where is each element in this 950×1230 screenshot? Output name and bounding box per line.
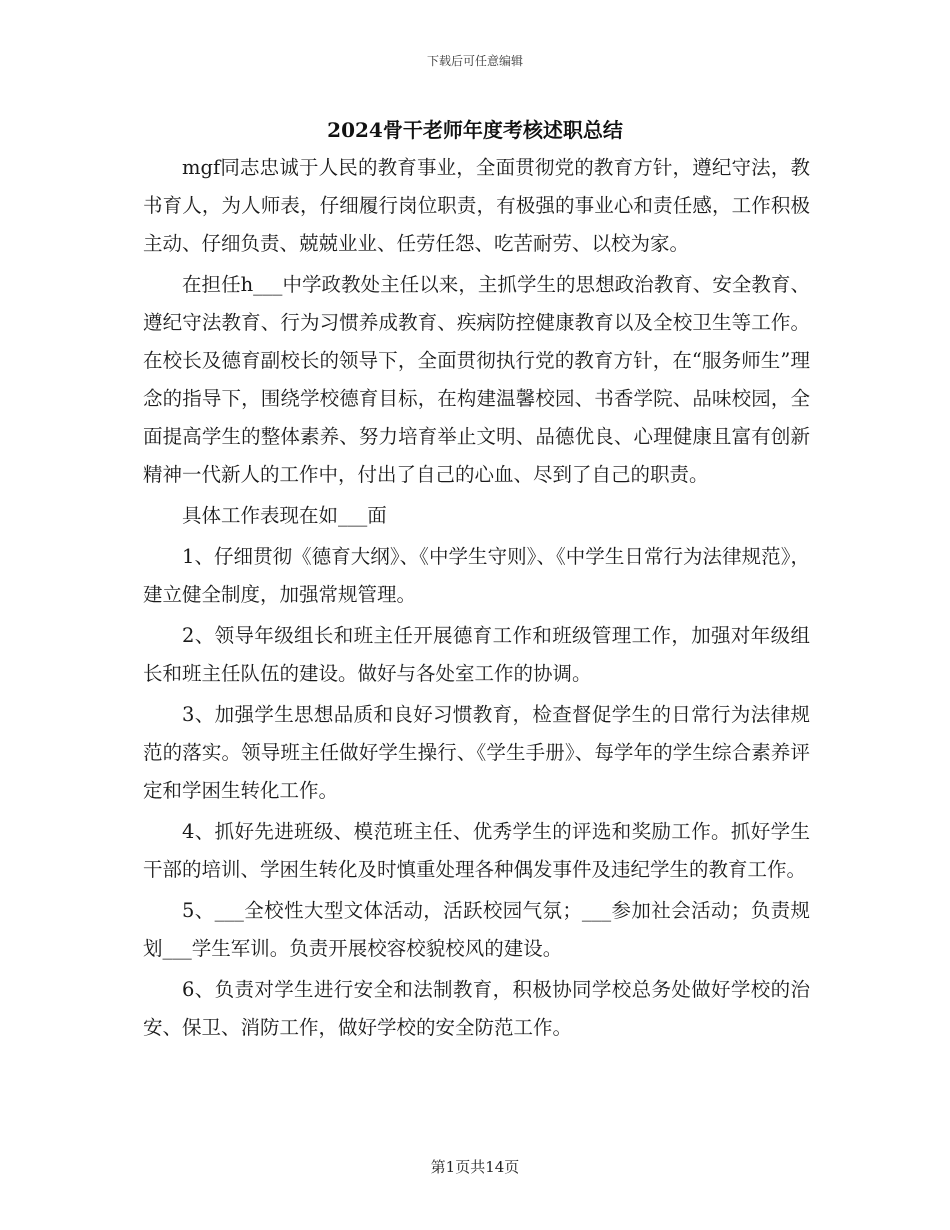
document-title: 2024骨干老师年度考核述职总结 — [327, 118, 623, 142]
paragraph: 2、领导年级组长和班主任开展德育工作和班级管理工作，加强对年级组长和班主任队伍的建设。做好与各处室工作的协调。 — [143, 624, 810, 685]
page-number: 第1页共14页 — [430, 1158, 520, 1176]
paragraph: 1、仔细贯彻《德育大纲》、《中学生守则》、《中学生日常行为法律规范》，建立健全制度，加强常规管理。 — [143, 545, 810, 606]
paragraph: 3、加强学生思想品质和良好习惯教育，检查督促学生的日常行为法律规范的落实。领导班主任做好学生操行、《学生手册》、每学年的学生综合素养评定和学困生转化工作。 — [143, 703, 810, 802]
paragraph: mgf同志忠诚于人民的教育事业，全面贯彻党的教育方针，遵纪守法，教书育人，为人师表，仔细履行岗位职责，有极强的事业心和责任感，工作积极主动、仔细负责、兢兢业业、任劳任怨、吃苦耐劳、以校为家。 — [143, 156, 810, 255]
paragraph: 5、___全校性大型文体活动，活跃校园气氛；___参加社会活动；负责规划___学生军训。负责开展校容校貌校风的建设。 — [143, 899, 810, 960]
paragraph: 在担任h___中学政教处主任以来，主抓学生的思想政治教育、安全教育、遵纪守法教育、行为习惯养成教育、疾病防控健康教育以及全校卫生等工作。在校长及德育副校长的领导下，全面贯彻执行党的教育方针，在“服务师生”理念的指导下，围绕学校德育目标，在构建温馨校园、书香学院、品味校园，全面提高学生的整体素养、努力培育举止文明、品德优良、心理健康且富有创新精神一代新人的工作中，付出了自己的心血、尽到了自己的职责。 — [143, 273, 810, 486]
header-note: 下载后可任意编辑 — [426, 54, 523, 68]
paragraph: 6、负责对学生进行安全和法制教育，积极协同学校总务处做好学校的治安、保卫、消防工作，做好学校的安全防范工作。 — [143, 978, 810, 1039]
document-body — [143, 149, 810, 1050]
paragraph: 具体工作表现在如___面 — [182, 504, 387, 527]
paragraph: 4、抓好先进班级、模范班主任、优秀学生的评选和奖励工作。抓好学生干部的培训、学困生转化及时慎重处理各种偶发事件及违纪学生的教育工作。 — [143, 820, 810, 881]
